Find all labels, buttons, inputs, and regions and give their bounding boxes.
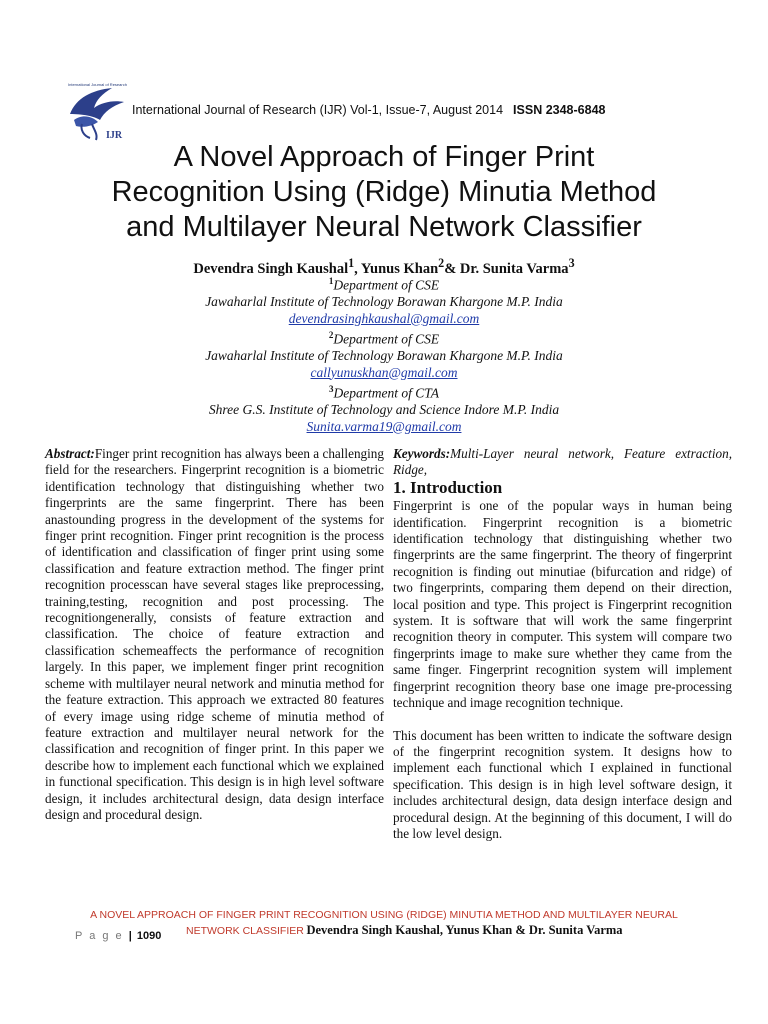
abstract-text: Finger print recognition has always been a challenging field for the researchers. Fingerprint recognition is a biometric identification technology that distinguishing whether two fingerprints are the same fingerprint. There has been anastounding progress in the development of the systems for finger print recognition. Finger print recognition is the process of identification and classification of finger print using some classification and feature extraction method. The finger print recognition processcan have several stages like preprocessing, training,testing, recognition and post processing. The recognitiongenerally, consists of feature extraction and classification. The choice of feature extraction and classification schemeaffects the performance of recognition largely. In this paper, we implement finger print recognition scheme with multilayer neural network and minutia method for the feature extraction. This approach we extracted 80 features of every image using ridge scheme of minutia method of feature extraction and multilayer neural network for the classification and recognition of finger print. In this paper we describe how to implement each functional which we explained in functional specification. This design is in high level software design, it includes architectural design, data design interface design and procedural design. (45, 446, 384, 822)
journal-info: International Journal of Research (IJR) Vol-1, Issue-7, August 2014 (132, 103, 504, 117)
title-line: Recognition Using (Ridge) Minutia Method (111, 176, 657, 208)
affiliation-dept (0, 381, 768, 402)
right-column (393, 446, 732, 842)
page-num: 1090 (136, 930, 162, 942)
page-sep: | (128, 930, 132, 942)
keywords-label: Keywords: (393, 446, 451, 461)
keywords-text: Multi-Layer neural network, Feature extraction, Ridge, (393, 446, 732, 478)
title-line: A Novel Approach of Finger Print (173, 141, 595, 173)
author-name: Devendra Singh Kaushal (193, 260, 349, 277)
page-number (75, 930, 161, 942)
affiliation-institute: Jawaharlal Institute of Technology Borawan Khargone M.P. India (205, 294, 563, 309)
author-name: Dr. Sunita Varma (459, 260, 569, 277)
author-sup: 2 (438, 256, 445, 270)
page-label: P a g e (75, 930, 124, 942)
footer-line (186, 923, 623, 938)
affiliation-dept-text: Department of CSE (333, 331, 440, 347)
author-email-link[interactable]: Sunita.varma19@gmail.com (306, 418, 462, 434)
intro-paragraph: Fingerprint is one of the popular ways in human being identification. Fingerprint recognition is a biometric identification technology that distinguishing whether two fingerprints are the same fingerprint. The theory of fingerprint recognition is finding out minutiae (bifurcation and ridge) of two fingerprints, comparing them depend on their direction, local position and type. This project is Fingerprint recognition system. It is software that will work the same fingerprint recognition theory in computer. This system will compare two fingerprints image to make sure whether they came from the same finger. Fingerprint recognition system will implement fingerprint recognition theory base one image pre-processing technique and image recognition technique. (393, 498, 732, 711)
affiliation-sup: 1 (328, 276, 334, 286)
footer-title: A NOVEL APPROACH OF FINGER PRINT RECOGNITION USING (RIDGE) MINUTIA METHOD AND MULTILAYER NEURAL (90, 909, 678, 921)
author-email-link[interactable]: devendrasinghkaushal@gmail.com (288, 310, 480, 326)
journal-header (132, 103, 605, 117)
abstract (45, 446, 384, 823)
author-sep: & (444, 260, 460, 277)
affiliation-institute: Shree G.S. Institute of Technology and Science Indore M.P. India (208, 402, 560, 417)
journal-issn: ISSN 2348-6848 (513, 103, 606, 117)
paper-title (40, 140, 728, 245)
affiliations (0, 273, 768, 435)
logo-mark: IJR (106, 130, 123, 141)
affiliation-institute: Jawaharlal Institute of Technology Borawan Khargone M.P. India (205, 348, 563, 363)
affiliation-sup: 2 (328, 330, 334, 340)
author-sep: , (354, 260, 361, 277)
abstract-label: Abstract: (45, 446, 95, 461)
intro-paragraph: This document has been written to indicate the software design of the fingerprint recognition system. It designs how to implement each functional which I explained in functional specification. This design is in high level software design, it includes architectural design, data design interface design and procedural design. At the beginning of this document, I will do the low level design. (393, 727, 732, 841)
footer-authors: Devendra Singh Kaushal, Yunus Khan & Dr. Sunita Varma (306, 923, 623, 937)
keywords (393, 446, 732, 479)
section-heading: 1. Introduction (393, 477, 503, 497)
logo-text: International Journal of Research (68, 82, 127, 87)
affiliation-dept (0, 327, 768, 348)
author-name: Yunus Khan (360, 260, 439, 277)
affiliation-dept-text: Department of CSE (333, 277, 440, 293)
title-line: and Multilayer Neural Network Classifier (126, 211, 642, 243)
journal-logo (62, 80, 130, 142)
affiliation-dept (0, 273, 768, 294)
author-sup: 3 (568, 256, 575, 270)
affiliation-dept-text: Department of CTA (333, 385, 439, 401)
author-email-link[interactable]: callyunuskhan@gmail.com (310, 364, 458, 380)
footer-title-cont: NETWORK CLASSIFIER (186, 925, 304, 937)
affiliation-sup: 3 (329, 384, 334, 394)
author-sup: 1 (348, 256, 355, 270)
